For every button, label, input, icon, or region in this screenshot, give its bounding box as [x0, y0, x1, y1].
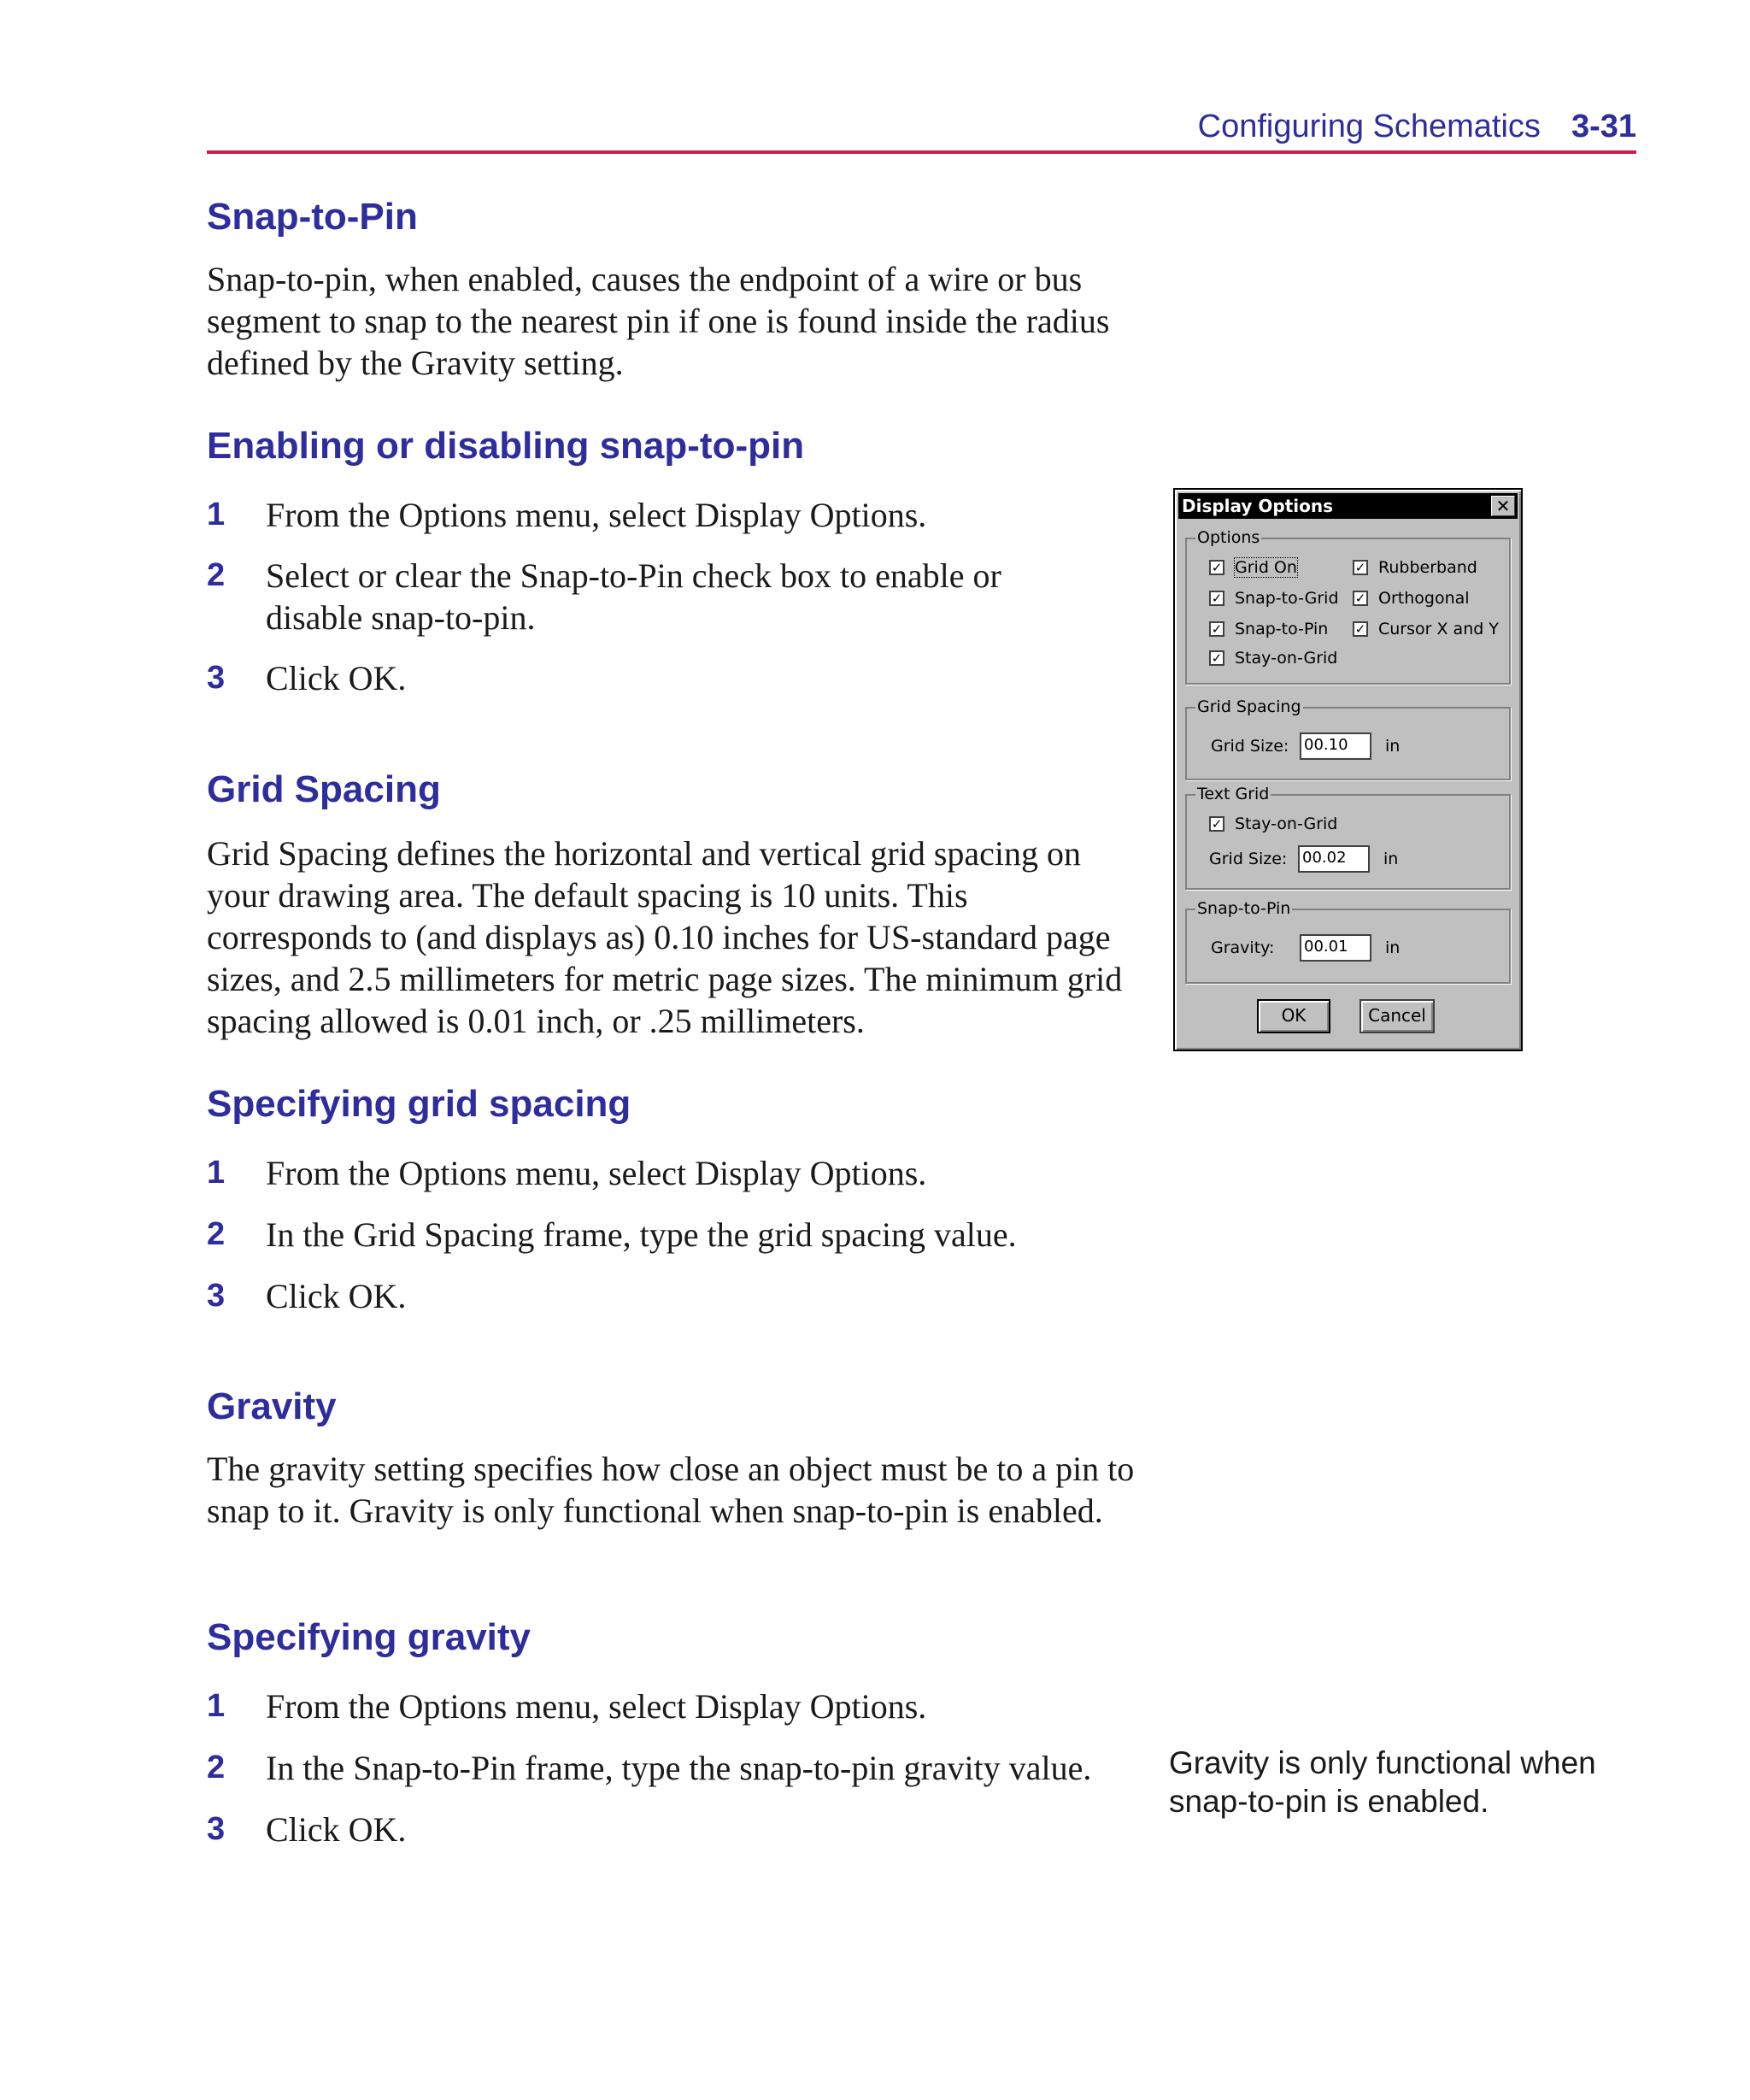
grid-size-row: [1211, 732, 1400, 760]
cursor-xy-checkbox[interactable]: [1353, 620, 1499, 638]
step-item: [207, 1152, 1138, 1194]
step-number: 2: [207, 1750, 226, 1785]
step-text: Click OK.: [266, 659, 407, 697]
gravity-label: Gravity:: [1211, 938, 1275, 957]
options-frame: [1185, 528, 1511, 685]
enabling-steps: [207, 494, 1138, 699]
snap-to-pin-frame: [1185, 899, 1511, 984]
gravity-description: The gravity setting specifies how close an object must be to a pin to snap to it. Gravity is only functional when snap-to-pin is enabled.: [207, 1450, 1135, 1530]
checkmark-icon: ✓: [1209, 621, 1224, 637]
step-number: 1: [207, 1688, 226, 1724]
unit-label: in: [1383, 850, 1399, 868]
step-item: [207, 494, 1138, 536]
grid-spacing-frame: [1185, 697, 1511, 780]
gravity-steps: [207, 1685, 1155, 1850]
step-item: [207, 1809, 1155, 1850]
step-number: 3: [207, 1811, 226, 1847]
stay-on-grid-checkbox[interactable]: [1209, 649, 1337, 668]
step-item: [207, 1275, 1138, 1317]
snap-to-pin-description: Snap-to-pin, when enabled, causes the endpoint of a wire or bus segment to snap to the nearest pin if one is found inside the radius defined by the Gravity setting.: [207, 260, 1110, 382]
step-item: [207, 1685, 1155, 1727]
step-number: 1: [207, 1155, 226, 1191]
text-stay-on-grid-checkbox[interactable]: [1209, 815, 1337, 833]
checkbox-label: Snap-to-Grid: [1235, 589, 1339, 608]
heading-enabling-snap-to-pin: Enabling or disabling snap-to-pin: [207, 425, 805, 467]
unit-label: in: [1385, 938, 1401, 957]
step-text: From the Options menu, select Display Options.: [266, 496, 927, 534]
checkmark-icon: ✓: [1209, 591, 1224, 606]
checkbox-label: Cursor X and Y: [1378, 620, 1499, 638]
dialog-titlebar: [1178, 493, 1518, 519]
step-item: [207, 657, 1138, 699]
grid-size-label: Grid Size:: [1211, 737, 1289, 756]
step-number: 1: [207, 497, 226, 532]
grid-spacing-legend: Grid Spacing: [1197, 697, 1301, 716]
step-item: [207, 555, 1138, 638]
heading-gravity: Gravity: [207, 1385, 337, 1427]
rubberband-checkbox[interactable]: [1353, 558, 1477, 577]
page-number: 3-31: [1571, 109, 1636, 144]
snap-to-pin-legend: Snap-to-Pin: [1197, 899, 1291, 918]
checkbox-label: Grid On: [1235, 558, 1297, 577]
step-text: In the Snap-to-Pin frame, type the snap-to-pin gravity value.: [266, 1749, 1092, 1787]
chapter-title: Configuring Schematics: [1197, 109, 1541, 144]
cancel-button[interactable]: Cancel: [1359, 999, 1435, 1033]
margin-note: Gravity is only functional when snap-to-pin is enabled.: [1169, 1745, 1596, 1819]
grid-spacing-steps: [207, 1152, 1138, 1317]
options-legend: Options: [1197, 528, 1260, 547]
step-number: 2: [207, 557, 226, 593]
text-grid-legend: Text Grid: [1197, 785, 1270, 803]
checkmark-icon: ✓: [1209, 650, 1224, 666]
step-text: From the Options menu, select Display Options.: [266, 1154, 927, 1192]
text-grid-frame: [1185, 785, 1511, 890]
snap-to-pin-checkbox[interactable]: [1209, 620, 1328, 638]
step-item: [207, 1214, 1138, 1256]
step-number: 3: [207, 660, 226, 696]
heading-grid-spacing: Grid Spacing: [207, 768, 441, 810]
step-number: 2: [207, 1216, 226, 1252]
close-icon[interactable]: ✕: [1491, 496, 1515, 516]
text-grid-size-input[interactable]: 00.02: [1298, 845, 1370, 873]
checkmark-icon: ✓: [1353, 621, 1368, 637]
step-item: [207, 1747, 1155, 1789]
gravity-row: [1211, 934, 1400, 962]
checkbox-label: Snap-to-Pin: [1235, 620, 1329, 638]
heading-specifying-gravity: Specifying gravity: [207, 1616, 531, 1658]
ok-button[interactable]: OK: [1257, 999, 1330, 1033]
step-number: 3: [207, 1278, 226, 1314]
text-grid-size-label: Grid Size:: [1209, 850, 1288, 868]
gravity-input[interactable]: 00.01: [1300, 934, 1371, 962]
grid-on-checkbox[interactable]: [1209, 558, 1297, 577]
checkmark-icon: ✓: [1353, 591, 1368, 606]
step-text: In the Grid Spacing frame, type the grid spacing value.: [266, 1215, 1017, 1254]
snap-to-grid-checkbox[interactable]: [1209, 589, 1339, 608]
checkmark-icon: ✓: [1209, 816, 1224, 832]
step-text: Click OK.: [266, 1810, 407, 1849]
text-grid-size-row: [1209, 845, 1398, 873]
checkbox-label: Rubberband: [1378, 558, 1477, 577]
orthogonal-checkbox[interactable]: [1353, 589, 1470, 608]
grid-size-input[interactable]: 00.10: [1300, 732, 1371, 760]
checkmark-icon: ✓: [1209, 560, 1224, 575]
step-text: From the Options menu, select Display Options.: [266, 1687, 927, 1726]
heading-specifying-grid-spacing: Specifying grid spacing: [207, 1083, 631, 1125]
step-text: Click OK.: [266, 1277, 407, 1315]
checkbox-label: Stay-on-Grid: [1235, 815, 1338, 833]
checkbox-label: Stay-on-Grid: [1235, 649, 1338, 668]
display-options-dialog: [1173, 488, 1523, 1051]
checkbox-label: Orthogonal: [1378, 589, 1470, 608]
step-text: Select or clear the Snap-to-Pin check box to enable or disable snap-to-pin.: [266, 556, 1001, 637]
grid-spacing-description: Grid Spacing defines the horizontal and vertical grid spacing on your drawing area. The default spacing is 10 units. This corresponds to (and displays as) 0.10 inches for US-standard page sizes, and 2.5 millimeters for metric page sizes. The minimum grid spacing allowed is 0.01 inch, or .25 millimeters.: [207, 834, 1123, 1040]
dialog-title: Display Options: [1182, 496, 1334, 516]
running-header: [207, 103, 1636, 154]
unit-label: in: [1385, 737, 1401, 756]
heading-snap-to-pin: Snap-to-Pin: [207, 196, 418, 238]
checkmark-icon: ✓: [1353, 560, 1368, 575]
